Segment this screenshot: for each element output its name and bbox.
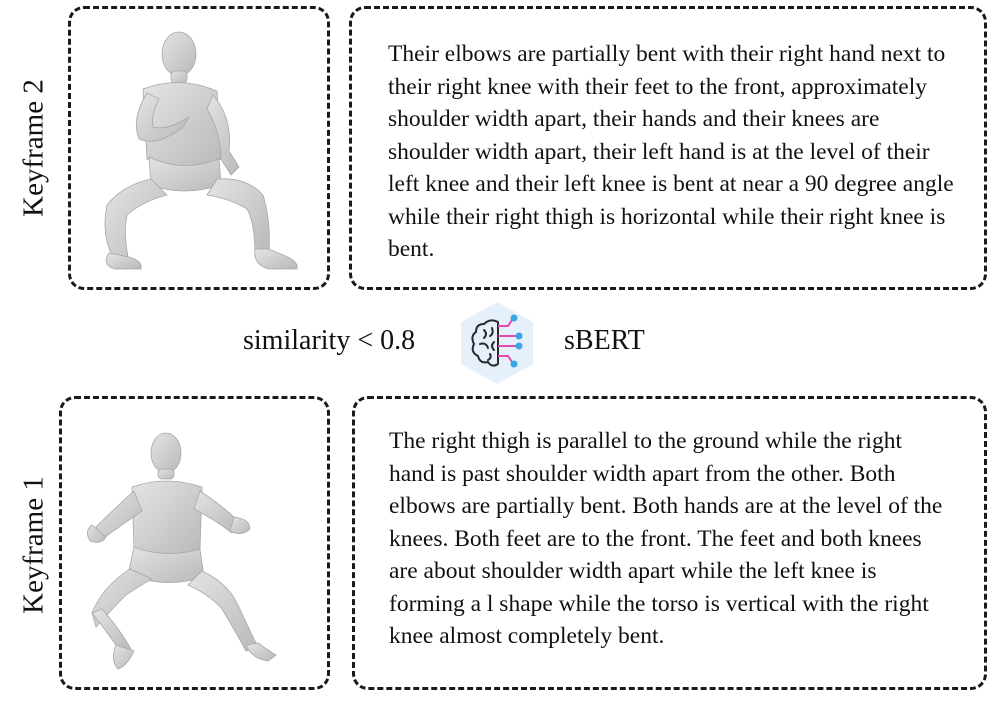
sbert-label: sBERT bbox=[564, 325, 645, 356]
keyframe-2-description-box bbox=[349, 6, 987, 290]
similarity-label: similarity < 0.8 bbox=[243, 325, 416, 356]
keyframe-1-label: Keyframe 1 bbox=[17, 476, 50, 614]
keyframe-1-description: The right thigh is parallel to the ground while the right hand is past shoulder width apart from the other. Both elbows are partially bent. Both hands are at the level of the knees. Both feet are to the front. The feet and both knees are about shoulder width apart while the left knee is forming a l shape while the torso is vertical with the right knee almost completely bent. bbox=[389, 428, 943, 649]
keyframe-2-human-figure bbox=[71, 9, 327, 287]
keyframe-1-figure-box bbox=[59, 396, 330, 690]
keyframe-2-label: Keyframe 2 bbox=[17, 79, 50, 217]
keyframe-1-human-figure bbox=[62, 399, 327, 687]
keyframe-2-figure-box bbox=[68, 6, 330, 290]
keyframe-1-description-box bbox=[352, 396, 987, 690]
keyframe-2-description: Their elbows are partially bent with their right hand next to their right knee with their feet to the front, approximately shoulder width apart, their hands and their knees are shoulder width apart, their left hand is at the level of their left knee and their left knee is bent at near a 90 degree angle while their right thigh is horizontal while their right knee is bent. bbox=[388, 41, 954, 262]
sbert-icon-wrapper bbox=[454, 300, 540, 386]
brain-circuit-icon bbox=[454, 300, 540, 386]
